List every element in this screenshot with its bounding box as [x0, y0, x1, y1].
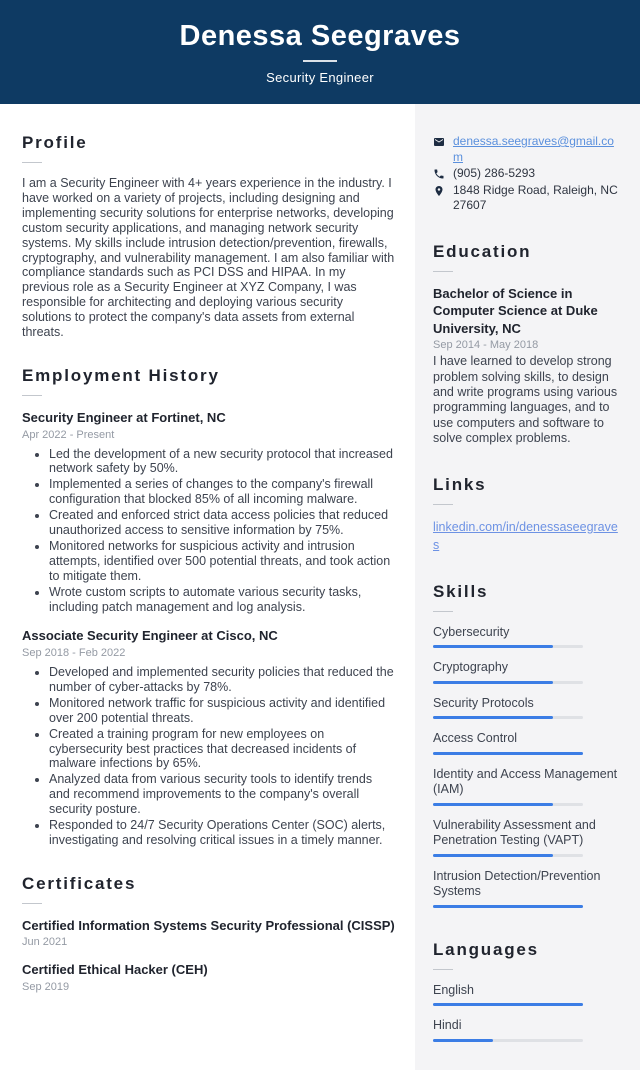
main-column — [0, 104, 415, 1070]
section-divider — [433, 271, 453, 272]
profile-heading: Profile — [22, 133, 88, 152]
certificate-date: Sep 2019 — [22, 981, 70, 993]
skill-item — [433, 731, 620, 755]
section-divider — [433, 969, 453, 970]
email-link[interactable]: denessa.seegraves@gmail.com — [453, 134, 614, 164]
job-bullet-list — [22, 665, 395, 848]
links-section — [433, 475, 620, 554]
certificate-date: Jun 2021 — [22, 936, 68, 949]
skill-item — [433, 767, 620, 806]
contact-email-row — [433, 134, 620, 165]
skill-bar — [433, 905, 583, 908]
employment-section — [22, 366, 395, 848]
skills-heading: Skills — [433, 581, 489, 601]
job-bullet: • Wrote custom scripts to automate various security tasks, including patch management and log analysis. — [49, 585, 395, 615]
skills-section — [433, 582, 620, 908]
job-bullet: • Responded to 24/7 Security Operations Center (SOC) alerts, investigating and resolving critical issues in a timely manner. — [49, 818, 395, 848]
skill-bar-fill — [433, 752, 583, 755]
address: 1848 Ridge Road, Raleigh, NC 27607 — [453, 182, 618, 212]
job-bullet: • Created a training program for new employees on cybersecurity best practices that decreased incidents of malware infections by 65%. — [49, 727, 395, 772]
job-bullet: • Monitored networks for suspicious activity and intrusion attempts, identified over 500 potential threats, and took action to mitigate them. — [49, 539, 395, 584]
language-item — [433, 1018, 620, 1042]
certificate-entry — [22, 917, 395, 949]
phone-icon — [433, 168, 445, 180]
education-description: I have learned to develop strong problem solving skills, to design and write programs using various programming languages, and to use computers and software to solve complex problems. — [433, 354, 618, 446]
job-title: Associate Security Engineer at Cisco, NC — [22, 628, 278, 644]
language-bar — [433, 1039, 583, 1042]
section-divider — [433, 611, 453, 612]
job-bullet: • Developed and implemented security policies that reduced the number of cyber-attacks by 78%. — [49, 665, 395, 695]
contact-section — [433, 134, 620, 214]
phone-number: (905) 286-5293 — [453, 166, 536, 180]
section-divider — [433, 504, 453, 505]
skill-bar-fill — [433, 716, 553, 719]
content — [0, 104, 640, 1070]
location-pin-icon — [433, 185, 445, 197]
header — [0, 0, 640, 104]
language-label: English — [433, 982, 474, 997]
language-bar — [433, 1003, 583, 1006]
skill-label: Intrusion Detection/Prevention Systems — [433, 868, 601, 899]
skill-bar-fill — [433, 803, 553, 806]
certificates-heading: Certificates — [22, 873, 137, 893]
header-divider — [303, 60, 337, 62]
skill-bar — [433, 752, 583, 755]
certificate-title: Certified Information Systems Security Professional (CISSP) — [22, 917, 395, 933]
job-title: Security Engineer at Fortinet, NC — [22, 409, 226, 425]
skill-label: Identity and Access Management (IAM) — [433, 766, 618, 797]
candidate-name: Denessa Seegraves — [179, 19, 461, 52]
skill-item — [433, 696, 620, 720]
skill-bar-fill — [433, 681, 553, 684]
skill-bar — [433, 854, 583, 857]
sidebar — [415, 104, 640, 1070]
job-bullet: • Created and enforced strict data access policies that reduced unauthorized access to sensitive information by 75%. — [49, 508, 395, 538]
language-item — [433, 983, 620, 1007]
language-label: Hindi — [433, 1018, 462, 1033]
profile-text: I am a Security Engineer with 4+ years experience in the industry. I have worked on a variety of projects, including designing and implementing security solutions for enterprise networks, developing custom security applications, and managing network security systems. My skills include intrusion detection/prevention, firewalls, cryptography, and vulnerability management. I am also familiar with compliance standards such as PCI DSS and HIPAA. In my previous role as a Security Engineer at XYZ Company, I was responsible for architecting and deploying various security solutions to protect the company's data assets from external threats. — [22, 176, 395, 340]
section-divider — [22, 903, 42, 904]
skill-label: Security Protocols — [433, 695, 534, 710]
skill-bar-fill — [433, 854, 553, 857]
skill-item — [433, 660, 620, 684]
section-divider — [22, 162, 42, 163]
job-bullet: • Implemented a series of changes to the company's firewall configuration that blocked 85% of all incoming malware. — [49, 477, 395, 507]
languages-heading: Languages — [433, 939, 539, 959]
job-period: Apr 2022 - Present — [22, 428, 115, 441]
candidate-title: Security Engineer — [266, 69, 374, 85]
job-bullet: • Monitored network traffic for suspicious activity and identified over 200 potential threats. — [49, 696, 395, 726]
skill-item — [433, 869, 620, 908]
languages-section — [433, 940, 620, 1042]
skill-bar — [433, 803, 583, 806]
education-section — [433, 242, 620, 447]
job-bullet: • Led the development of a new security protocol that increased network safety by 50%. — [49, 447, 395, 477]
contact-phone-row — [433, 166, 620, 182]
certificates-section — [22, 874, 395, 993]
skill-bar — [433, 681, 583, 684]
skill-item — [433, 818, 620, 857]
job-bullet-list — [22, 447, 395, 615]
envelope-icon — [433, 136, 445, 148]
job-entry — [22, 627, 395, 847]
language-bar-fill — [433, 1003, 583, 1006]
education-heading: Education — [433, 241, 532, 261]
job-bullet: • Analyzed data from various security tools to identify trends and recommend improvements to the company's overall security posture. — [49, 772, 395, 817]
skill-bar-fill — [433, 905, 583, 908]
skill-label: Cryptography — [433, 660, 509, 675]
profile-section — [22, 133, 395, 340]
linkedin-link[interactable]: linkedin.com/in/denessaseegraves — [433, 519, 618, 552]
employment-heading: Employment History — [22, 365, 220, 385]
certificate-title: Certified Ethical Hacker (CEH) — [22, 962, 208, 978]
job-entry — [22, 409, 395, 615]
certificate-entry — [22, 961, 395, 993]
skill-bar — [433, 645, 583, 648]
links-heading: Links — [433, 474, 487, 494]
degree-title: Bachelor of Science in Computer Science at Duke University, NC — [433, 285, 598, 336]
skill-bar — [433, 716, 583, 719]
skill-bar-fill — [433, 645, 553, 648]
section-divider — [22, 395, 42, 396]
contact-address-row — [433, 183, 620, 214]
skill-label: Cybersecurity — [433, 624, 510, 639]
job-period: Sep 2018 - Feb 2022 — [22, 647, 126, 660]
skill-label: Vulnerability Assessment and Penetration Testing (VAPT) — [433, 817, 596, 848]
language-bar-fill — [433, 1039, 493, 1042]
education-period: Sep 2014 - May 2018 — [433, 339, 539, 352]
skill-item — [433, 625, 620, 649]
skill-label: Access Control — [433, 731, 518, 746]
